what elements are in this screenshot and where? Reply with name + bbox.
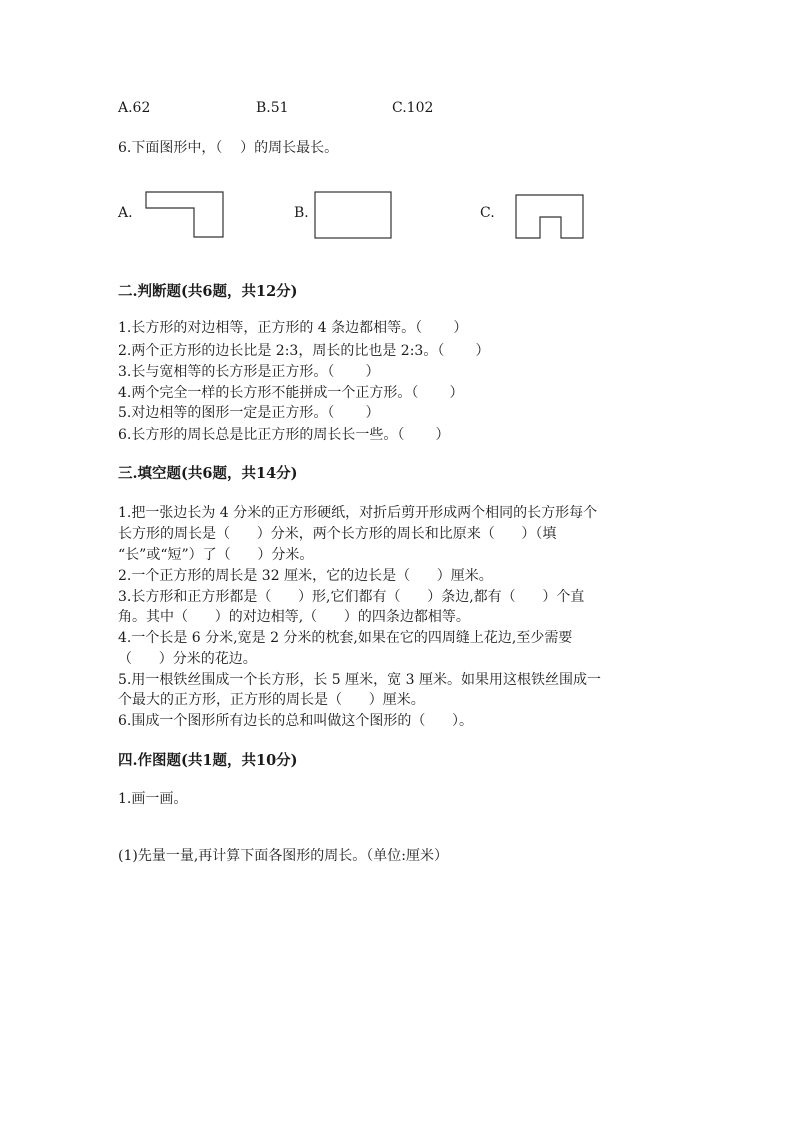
section2-item: 3.长与宽相等的长方形是正方形。（ ） [118,364,380,380]
section2-item: 4.两个完全一样的长方形不能拼成一个正方形。（ ） [118,385,464,401]
section4-sub1: (1)先量一量,再计算下面各图形的周长。（单位:厘米） [118,848,448,864]
section3-line: 4.一个长是 6 分米,宽是 2 分米的枕套,如果在它的四周缝上花边,至少需要 [118,630,573,646]
section3-line: “长”或“短”）了（ ）分米。 [118,547,314,563]
q6-question: 6.下面图形中，（ ）的周长最长。 [118,140,339,156]
q5-option-b: B.51 [256,100,289,116]
q6-figure-b [313,190,393,240]
section2-item: 5.对边相等的图形一定是正方形。（ ） [118,405,380,421]
section3-line: （ ）分米的花边。 [118,651,257,667]
q6-figure-c [514,193,586,240]
q6-label-c: C. [480,205,495,221]
section2-item: 2.两个正方形的边长比是 2:3，周长的比也是 2:3。（ ） [118,343,490,359]
q5-option-c: C.102 [392,100,434,116]
section4-item1: 1.画一画。 [118,791,188,807]
q6-label-a: A. [118,205,133,221]
section2-item: 6.长方形的周长总是比正方形的周长长一些。（ ） [118,427,450,443]
section2-title: 二.判断题(共6题，共12分) [118,283,298,300]
section3-line: 长方形的周长是（ ）分米，两个长方形的周长和比原来（ ）（填 [118,526,557,542]
section3-line: 3.长方形和正方形都是（ ）形,它们都有（ ）条边,都有（ ）个直 [118,589,585,605]
section3-line: 5.用一根铁丝围成一个长方形，长 5 厘米，宽 3 厘米。如果用这根铁丝围成一 [118,672,601,688]
q5-option-a: A.62 [118,100,151,116]
section3-line: 2.一个正方形的周长是 32 厘米，它的边长是（ ）厘米。 [118,568,493,584]
section3-line: 6.围成一个图形所有边长的总和叫做这个图形的（ ）。 [118,713,474,729]
section2-item: 1.长方形的对边相等，正方形的 4 条边都相等。（ ） [118,320,468,336]
q6-label-b: B. [294,205,309,221]
section3-title: 三.填空题(共6题，共14分) [118,465,298,482]
q6-figure-a [144,190,226,240]
section3-line: 1.把一张边长为 4 分米的正方形硬纸，对折后剪开形成两个相同的长方形每个 [118,505,598,521]
section3-line: 角。其中（ ）的对边相等,（ ）的四条边都相等。 [118,609,470,625]
section3-line: 个最大的正方形，正方形的周长是（ ）厘米。 [118,692,425,708]
section4-title: 四.作图题(共1题，共10分) [118,752,298,769]
